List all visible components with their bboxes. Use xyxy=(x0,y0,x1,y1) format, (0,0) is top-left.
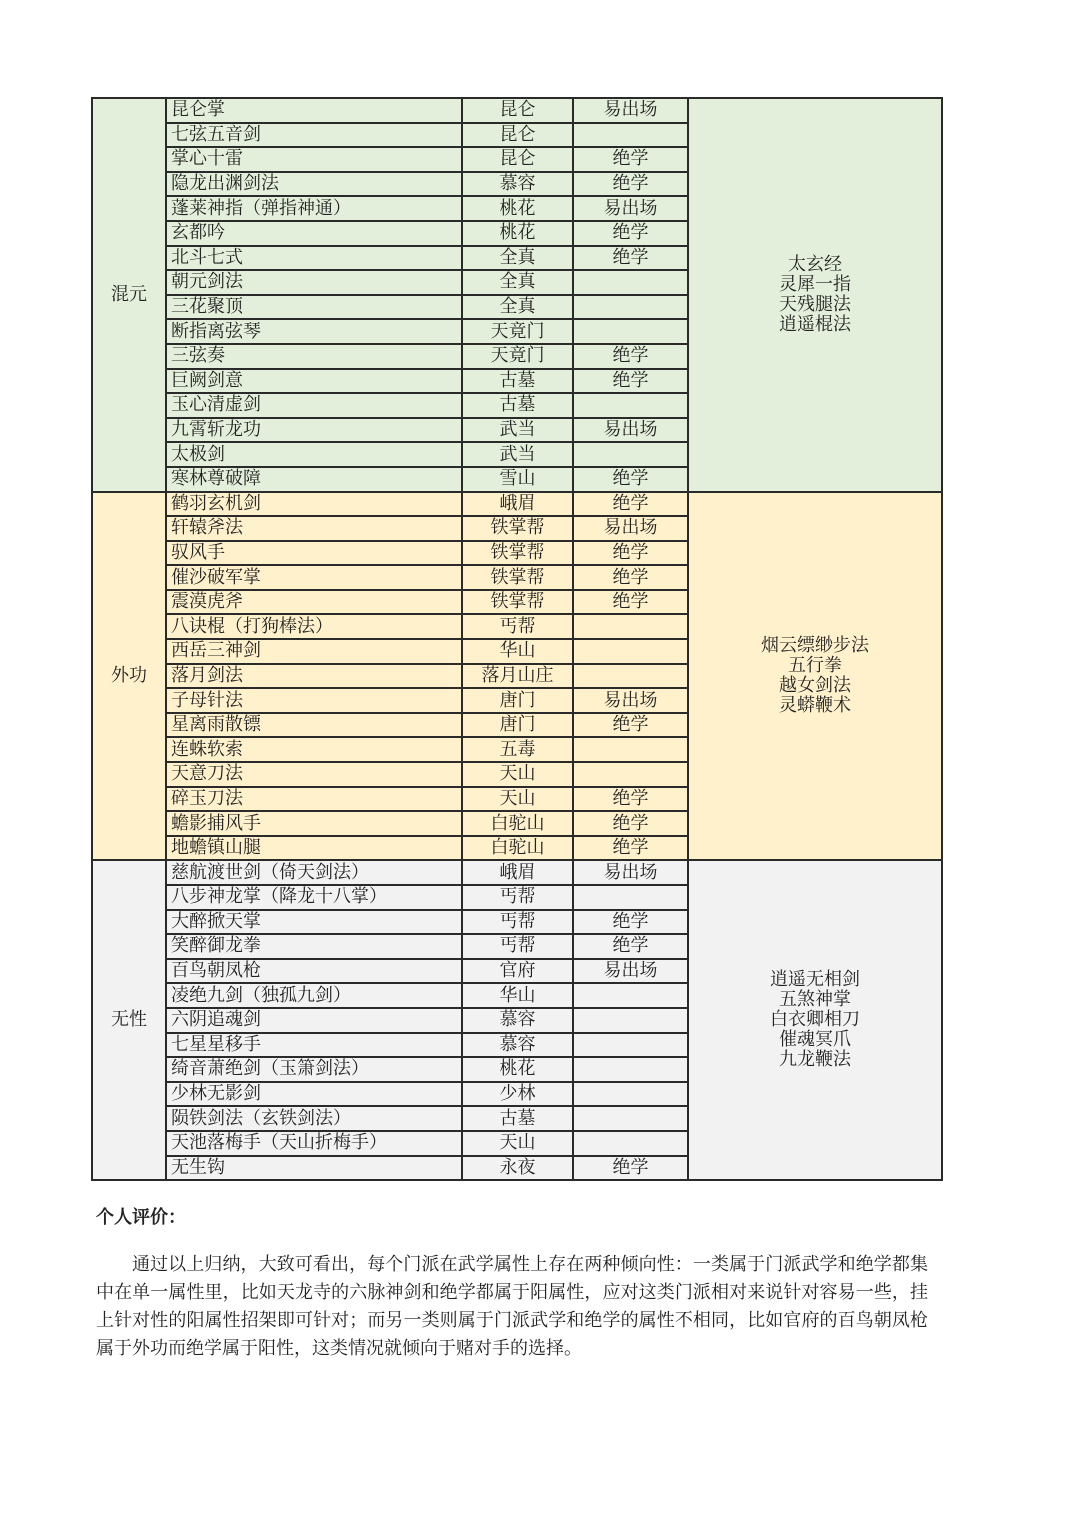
sect-cell: 慕容 xyxy=(462,1008,573,1033)
sect-cell: 天竟门 xyxy=(462,319,573,344)
note-cell xyxy=(573,319,688,344)
name-cell: 昆仑掌 xyxy=(166,98,462,123)
note-cell: 绝学 xyxy=(573,910,688,935)
note-cell: 绝学 xyxy=(573,590,688,615)
attribute-cell: 混元 xyxy=(92,98,166,492)
note-cell xyxy=(573,614,688,639)
name-cell: 地蟾镇山腿 xyxy=(166,836,462,861)
name-cell: 笑醉御龙拳 xyxy=(166,934,462,959)
note-cell: 绝学 xyxy=(573,787,688,812)
sect-cell: 昆仑 xyxy=(462,123,573,148)
note-cell xyxy=(573,1106,688,1131)
sect-cell: 古墓 xyxy=(462,369,573,394)
name-cell: 碎玉刀法 xyxy=(166,787,462,812)
name-cell: 八步神龙掌（降龙十八掌） xyxy=(166,885,462,910)
name-cell: 掌心十雷 xyxy=(166,147,462,172)
counter-skill: 催魂冥爪 xyxy=(779,1029,851,1051)
sect-cell: 古墓 xyxy=(462,1106,573,1131)
name-cell: 玉心清虚剑 xyxy=(166,393,462,418)
note-cell xyxy=(573,639,688,664)
name-cell: 无生钩 xyxy=(166,1156,462,1181)
name-cell: 三花聚顶 xyxy=(166,295,462,320)
sect-cell: 丐帮 xyxy=(462,934,573,959)
note-cell: 绝学 xyxy=(573,147,688,172)
note-cell: 绝学 xyxy=(573,565,688,590)
sect-cell: 铁掌帮 xyxy=(462,516,573,541)
counter-skill: 烟云缥缈步法 xyxy=(761,634,869,656)
name-cell: 陨铁剑法（玄铁剑法） xyxy=(166,1106,462,1131)
note-cell: 绝学 xyxy=(573,836,688,861)
name-cell: 隐龙出渊剑法 xyxy=(166,172,462,197)
name-cell: 轩辕斧法 xyxy=(166,516,462,541)
name-cell: 太极剑 xyxy=(166,442,462,467)
name-cell: 寒林尊破障 xyxy=(166,467,462,492)
table-row xyxy=(92,860,942,885)
note-cell xyxy=(573,295,688,320)
note-cell xyxy=(573,123,688,148)
sect-cell: 峨眉 xyxy=(462,860,573,885)
counter-skills-cell xyxy=(688,860,942,1180)
note-cell: 绝学 xyxy=(573,246,688,271)
sect-cell: 五毒 xyxy=(462,737,573,762)
name-cell: 蟾影捕风手 xyxy=(166,811,462,836)
sect-cell: 峨眉 xyxy=(462,492,573,517)
note-cell xyxy=(573,737,688,762)
counter-skill: 九龙鞭法 xyxy=(779,1049,851,1071)
attribute-cell: 外功 xyxy=(92,492,166,861)
table-row xyxy=(92,98,942,123)
sect-cell: 官府 xyxy=(462,959,573,984)
sect-cell: 武当 xyxy=(462,442,573,467)
name-cell: 七星星移手 xyxy=(166,1033,462,1058)
note-cell: 绝学 xyxy=(573,713,688,738)
name-cell: 玄都吟 xyxy=(166,221,462,246)
note-cell: 绝学 xyxy=(573,221,688,246)
note-cell: 易出场 xyxy=(573,418,688,443)
sect-cell: 武当 xyxy=(462,418,573,443)
name-cell: 断指离弦琴 xyxy=(166,319,462,344)
sect-cell: 全真 xyxy=(462,295,573,320)
sect-cell: 华山 xyxy=(462,983,573,1008)
counter-skill: 灵犀一指 xyxy=(779,273,851,295)
counter-skill: 越女剑法 xyxy=(779,674,851,696)
name-cell: 凌绝九剑（独孤九剑） xyxy=(166,983,462,1008)
sect-cell: 丐帮 xyxy=(462,614,573,639)
sect-cell: 少林 xyxy=(462,1082,573,1107)
note-cell xyxy=(573,1008,688,1033)
name-cell: 连蛛软索 xyxy=(166,737,462,762)
name-cell: 北斗七式 xyxy=(166,246,462,271)
note-cell xyxy=(573,762,688,787)
note-cell xyxy=(573,1131,688,1156)
sect-cell: 天山 xyxy=(462,787,573,812)
counter-skill: 天残腿法 xyxy=(779,293,851,315)
note-cell: 绝学 xyxy=(573,467,688,492)
sect-cell: 落月山庄 xyxy=(462,664,573,689)
sect-cell: 唐门 xyxy=(462,688,573,713)
martial-arts-table xyxy=(91,97,943,1181)
sect-cell: 铁掌帮 xyxy=(462,590,573,615)
name-cell: 巨阙剑意 xyxy=(166,369,462,394)
sect-cell: 雪山 xyxy=(462,467,573,492)
sect-cell: 永夜 xyxy=(462,1156,573,1181)
name-cell: 天意刀法 xyxy=(166,762,462,787)
name-cell: 驭风手 xyxy=(166,541,462,566)
sect-cell: 白驼山 xyxy=(462,811,573,836)
note-cell xyxy=(573,442,688,467)
note-cell xyxy=(573,1057,688,1082)
note-cell xyxy=(573,885,688,910)
note-cell xyxy=(573,1082,688,1107)
note-cell xyxy=(573,664,688,689)
note-cell: 绝学 xyxy=(573,492,688,517)
note-cell xyxy=(573,393,688,418)
name-cell: 震漠虎斧 xyxy=(166,590,462,615)
counter-skill: 逍遥无相剑 xyxy=(770,969,860,991)
sect-cell: 华山 xyxy=(462,639,573,664)
name-cell: 西岳三神剑 xyxy=(166,639,462,664)
sect-cell: 天竟门 xyxy=(462,344,573,369)
sect-cell: 桃花 xyxy=(462,196,573,221)
name-cell: 朝元剑法 xyxy=(166,270,462,295)
note-cell xyxy=(573,1033,688,1058)
note-cell: 易出场 xyxy=(573,959,688,984)
note-cell: 绝学 xyxy=(573,369,688,394)
name-cell: 子母针法 xyxy=(166,688,462,713)
sect-cell: 天山 xyxy=(462,1131,573,1156)
note-cell: 绝学 xyxy=(573,1156,688,1181)
note-cell: 易出场 xyxy=(573,860,688,885)
sect-cell: 全真 xyxy=(462,270,573,295)
sect-cell: 昆仑 xyxy=(462,98,573,123)
sect-cell: 铁掌帮 xyxy=(462,565,573,590)
name-cell: 绮音萧绝剑（玉箫剑法） xyxy=(166,1057,462,1082)
sect-cell: 古墓 xyxy=(462,393,573,418)
evaluation-section xyxy=(96,1203,928,1363)
sect-cell: 白驼山 xyxy=(462,836,573,861)
name-cell: 天池落梅手（天山折梅手） xyxy=(166,1131,462,1156)
counter-skill: 太玄经 xyxy=(788,253,842,275)
sect-cell: 桃花 xyxy=(462,1057,573,1082)
evaluation-title: 个人评价： xyxy=(96,1207,186,1228)
table-row xyxy=(92,492,942,517)
sect-cell: 丐帮 xyxy=(462,885,573,910)
name-cell: 蓬莱神指（弹指神通） xyxy=(166,196,462,221)
sect-cell: 昆仑 xyxy=(462,147,573,172)
counter-skill: 灵蟒鞭术 xyxy=(779,694,851,716)
name-cell: 三弦奏 xyxy=(166,344,462,369)
name-cell: 百鸟朝凤枪 xyxy=(166,959,462,984)
counter-skills-cell xyxy=(688,98,942,492)
sect-cell: 慕容 xyxy=(462,1033,573,1058)
name-cell: 慈航渡世剑（倚天剑法） xyxy=(166,860,462,885)
sect-cell: 丐帮 xyxy=(462,910,573,935)
note-cell: 绝学 xyxy=(573,172,688,197)
sect-cell: 慕容 xyxy=(462,172,573,197)
name-cell: 九霄斩龙功 xyxy=(166,418,462,443)
note-cell: 绝学 xyxy=(573,934,688,959)
sect-cell: 天山 xyxy=(462,762,573,787)
counter-skill: 五行拳 xyxy=(788,654,842,676)
table-body xyxy=(92,98,942,1180)
name-cell: 大醉掀天掌 xyxy=(166,910,462,935)
name-cell: 六阴追魂剑 xyxy=(166,1008,462,1033)
counter-skill: 五煞神掌 xyxy=(779,989,851,1011)
sect-cell: 桃花 xyxy=(462,221,573,246)
sect-cell: 唐门 xyxy=(462,713,573,738)
note-cell: 易出场 xyxy=(573,98,688,123)
note-cell: 绝学 xyxy=(573,344,688,369)
evaluation-text: 通过以上归纳，大致可看出，每个门派在武学属性上存在两种倾向性：一类属于门派武学和绝学都集中在单一属性里，比如天龙寺的六脉神剑和绝学都属于阳属性，应对这类门派相对来说针对容易一些，挂上针对性的阳属性招架即可针对；而另一类则属于门派武学和绝学的属性不相同，比如官府的百鸟朝凤枪属于外功而绝学属于阳性，这类情况就倾向于赌对手的选择。 xyxy=(96,1254,928,1359)
attribute-cell: 无性 xyxy=(92,860,166,1180)
note-cell: 绝学 xyxy=(573,541,688,566)
name-cell: 星离雨散镖 xyxy=(166,713,462,738)
sect-cell: 铁掌帮 xyxy=(462,541,573,566)
note-cell: 易出场 xyxy=(573,516,688,541)
name-cell: 八诀棍（打狗棒法） xyxy=(166,614,462,639)
name-cell: 七弦五音剑 xyxy=(166,123,462,148)
name-cell: 催沙破军掌 xyxy=(166,565,462,590)
note-cell xyxy=(573,270,688,295)
counter-skill: 逍遥棍法 xyxy=(779,313,851,335)
counter-skill: 白衣卿相刀 xyxy=(770,1009,860,1031)
note-cell xyxy=(573,983,688,1008)
note-cell: 易出场 xyxy=(573,688,688,713)
counter-skills-cell xyxy=(688,492,942,861)
note-cell: 易出场 xyxy=(573,196,688,221)
name-cell: 少林无影剑 xyxy=(166,1082,462,1107)
sect-cell: 全真 xyxy=(462,246,573,271)
note-cell: 绝学 xyxy=(573,811,688,836)
name-cell: 落月剑法 xyxy=(166,664,462,689)
name-cell: 鹤羽玄机剑 xyxy=(166,492,462,517)
